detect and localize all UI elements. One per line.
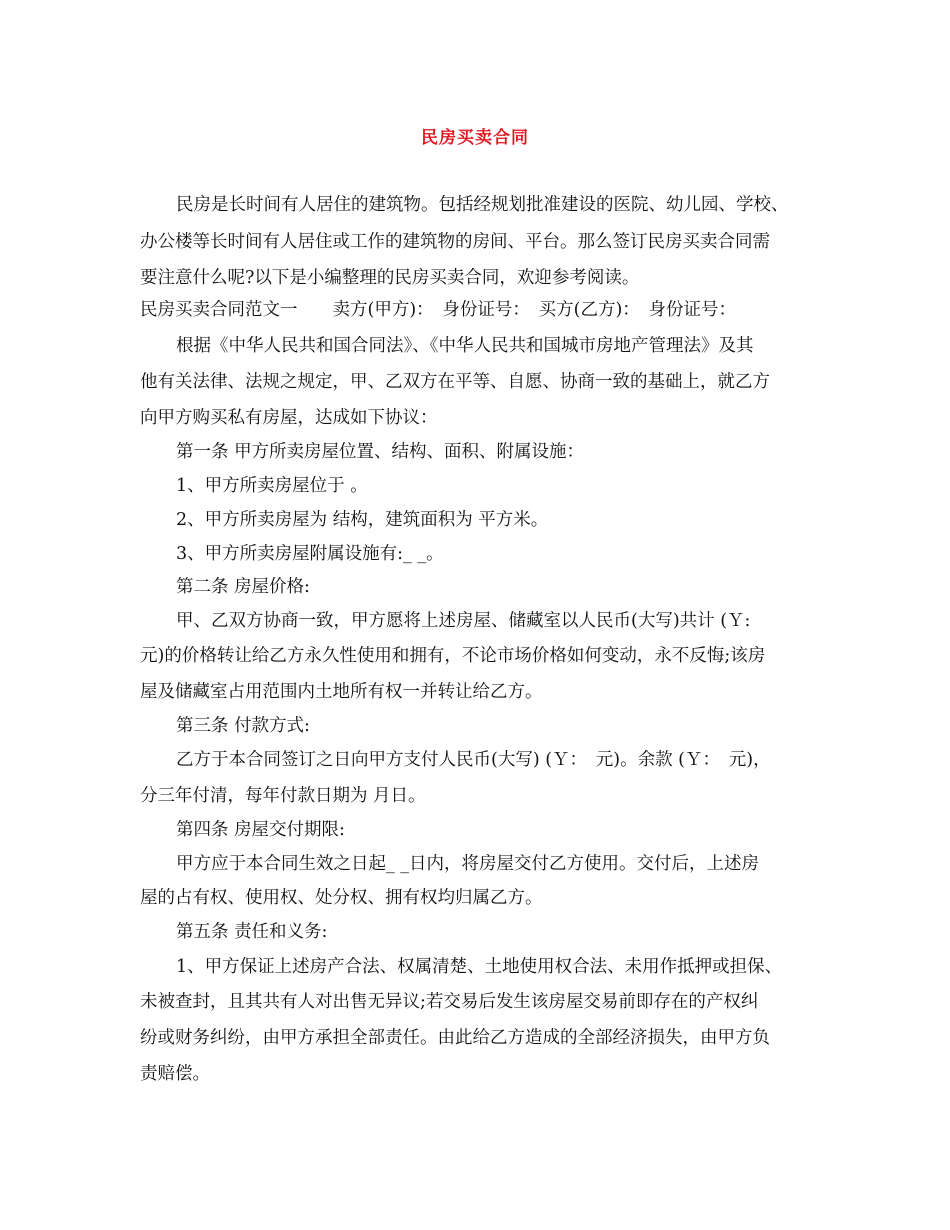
document-title: 民房买卖合同 bbox=[421, 128, 529, 148]
section-heading: 第二条 房屋价格: bbox=[176, 577, 310, 597]
paragraph-line: 3、甲方所卖房屋附属设施有:_ _。 bbox=[176, 544, 444, 564]
paragraph-line: 1、甲方保证上述房产合法、权属清楚、土地使用权合法、未用作抵押或担保、 bbox=[176, 957, 783, 977]
section-heading: 第一条 甲方所卖房屋位置、结构、面积、附属设施： bbox=[176, 442, 585, 462]
paragraph-line: 屋的占有权、使用权、处分权、拥有权均归属乙方。 bbox=[140, 888, 543, 908]
paragraph-line: 办公楼等长时间有人居住或工作的建筑物的房间、平台。那么签订民房买卖合同需 bbox=[140, 232, 770, 252]
paragraph-line: 屋及储藏室占用范围内土地所有权一并转让给乙方。 bbox=[140, 682, 543, 702]
paragraph-line: 未被查封，且其共有人对出售无异议;若交易后发生该房屋交易前即存在的产权纠 bbox=[140, 992, 759, 1012]
paragraph-line: 分三年付清，每年付款日期为 月日。 bbox=[140, 786, 426, 806]
paragraph-line: 元)的价格转让给乙方永久性使用和拥有，不论市场价格如何变动，永不反悔;该房 bbox=[140, 646, 766, 666]
paragraph-line: 民房买卖合同范文一 卖方(甲方)： 身份证号： 买方(乙方)： 身份证号： bbox=[140, 300, 737, 320]
section-heading: 第五条 责任和义务: bbox=[176, 922, 328, 942]
paragraph-line: 纷或财务纠纷，由甲方承担全部责任。由此给乙方造成的全部经济损失，由甲方负 bbox=[140, 1028, 770, 1048]
paragraph-line: 1、甲方所卖房屋位于 。 bbox=[176, 476, 368, 496]
paragraph-line: 民房是长时间有人居住的建筑物。包括经规划批准建设的医院、幼儿园、学校、 bbox=[176, 195, 789, 215]
paragraph-line: 要注意什么呢?以下是小编整理的民房买卖合同，欢迎参考阅读。 bbox=[140, 268, 640, 288]
paragraph-line: 甲方应于本合同生效之日起_ _日内，将房屋交付乙方使用。交付后，上述房 bbox=[176, 854, 760, 874]
paragraph-line: 责赔偿。 bbox=[140, 1064, 210, 1084]
paragraph-line: 乙方于本合同签订之日向甲方支付人民币(大写) (Ｙ： 元)。余款 (Ｙ： 元)， bbox=[176, 750, 771, 770]
paragraph-line: 根据《中华人民共和国合同法》、《中华人民共和国城市房地产管理法》及其 bbox=[176, 336, 754, 356]
section-heading: 第三条 付款方式: bbox=[176, 716, 310, 736]
paragraph-line: 2、甲方所卖房屋为 结构，建筑面积为 平方米。 bbox=[176, 510, 549, 530]
section-heading: 第四条 房屋交付期限: bbox=[176, 820, 345, 840]
paragraph-line: 向甲方购买私有房屋，达成如下协议： bbox=[140, 408, 438, 428]
paragraph-line: 他有关法律、法规之规定，甲、乙双方在平等、自愿、协商一致的基础上，就乙方 bbox=[140, 372, 770, 392]
paragraph-line: 甲、乙双方协商一致，甲方愿将上述房屋、储藏室以人民币(大写)共计 (Ｙ: bbox=[176, 611, 751, 631]
